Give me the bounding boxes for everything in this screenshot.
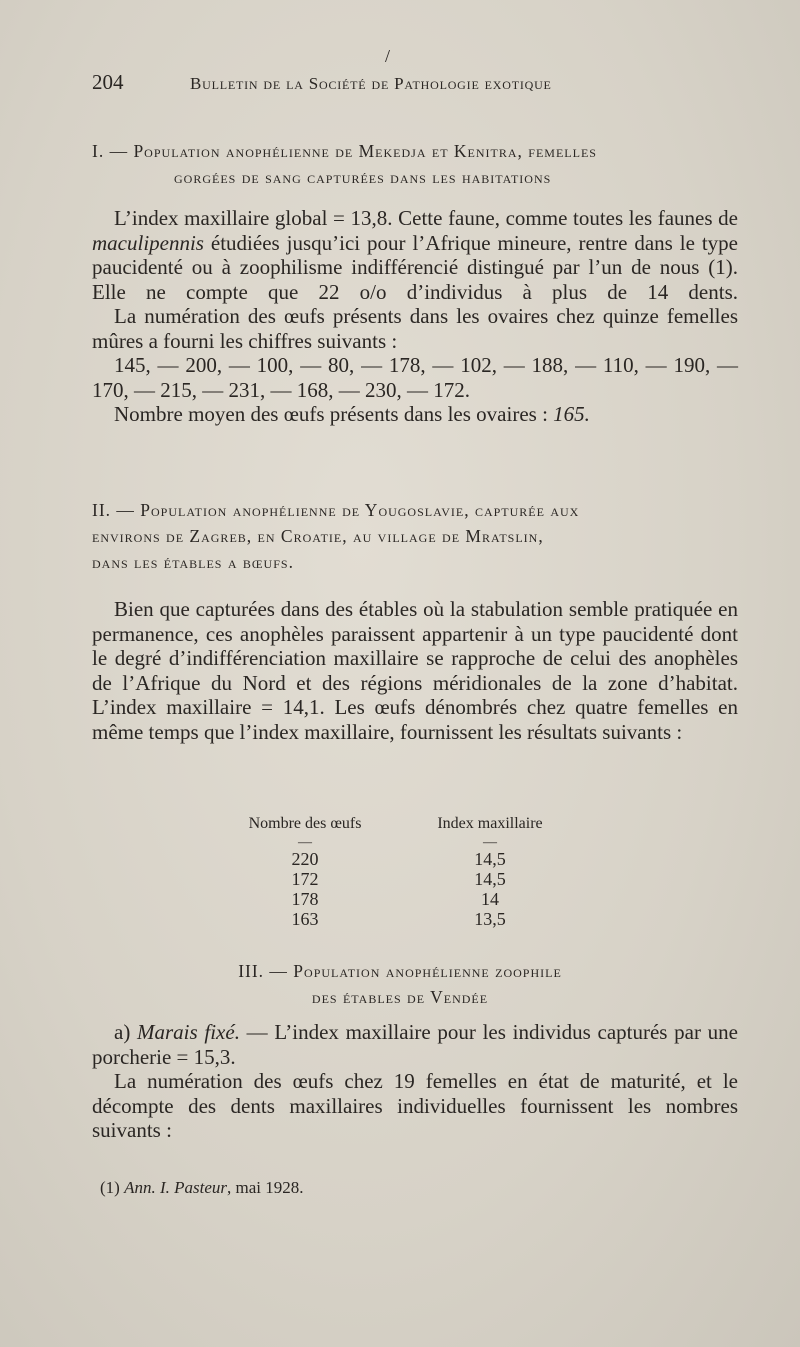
section-3-heading-line1: III. — Population anophélienne zoophile (238, 961, 562, 981)
section-1-paragraph-1: L’index maxillaire global = 13,8. Cette faune, comme toutes les faunes de maculipennis étudiées jusqu’ici pour l’Afrique mineure, rentre dans le type paucidenté ou à zoophilisme indifférencié distingué par l’un de nous (1). Elle ne compte que 22 o/o d’individus à plus de 14 dents. (92, 206, 738, 304)
table-cell-eggs: 172 (291, 869, 319, 889)
table-cell-eggs: 220 (291, 849, 319, 869)
page-number: 204 (92, 70, 124, 94)
section-2-body (92, 597, 738, 744)
table-cell-eggs: 178 (291, 889, 319, 909)
table-header-eggs: Nombre des œufs (248, 815, 362, 832)
section-1-paragraph-2: La numération des œufs présents dans les ovaires chez quinze femelles mûres a fourni les chiffres suivants : (92, 304, 738, 353)
pencil-mark: / (385, 46, 391, 66)
section-2-heading-line3: dans les étables a bœufs. (92, 552, 294, 572)
table-cell-index: 14,5 (474, 869, 506, 889)
footnote: (1) Ann. I. Pasteur, mai 1928. (100, 1178, 304, 1197)
table-cell-index: 13,5 (474, 909, 506, 929)
section-1-heading-line1: I. — Population anophélienne de Mekedja et Kenitra, femelles (92, 141, 597, 161)
section-3-heading-line2: des étables de Vendée (311, 987, 489, 1007)
table-cell-index: 14 (481, 889, 499, 909)
section-2-paragraph-1: Bien que capturées dans des étables où la stabulation semble pratiquée en permanence, ces anophèles paraissent appartenir à un type paucidenté dont le degré d’indifférenciation maxillaire se rapproche de celui des anophèles de l’Afrique du Nord et des régions méridionales de la zone d’habitat. L’index maxillaire = 14,1. Les œufs dénombrés chez quatre femelles en même temps que l’index maxillaire, fournissent les résultats suivants : (92, 597, 738, 744)
section-2-heading (92, 497, 740, 575)
section-1-heading-line2: gorgées de sang capturées dans les habitations (174, 167, 552, 187)
section-3-body (92, 1020, 738, 1143)
section-2-heading-line2: environs de Zagreb, en Croatie, au village de Mratslin, (92, 526, 544, 546)
section-3-heading (100, 958, 700, 1010)
table-dash: — (298, 835, 312, 850)
table-dash: — (483, 835, 497, 850)
running-header (92, 70, 740, 100)
section-3-paragraph-1: a) Marais fixé. — L’index maxillaire pour les individus capturés par une porcherie = 15,3. (92, 1020, 738, 1069)
table-cell-index: 14,5 (474, 849, 506, 869)
section-2-heading-line1: II. — Population anophélienne de Yougoslavie, capturée aux (92, 500, 580, 520)
section-3-paragraph-2: La numération des œufs chez 19 femelles en état de maturité, et le décompte des dents maxillaires individuelles fournissent les nombres suivants : (92, 1069, 738, 1142)
table-cell-eggs: 163 (291, 909, 319, 929)
section-1-body (92, 206, 738, 427)
table-header-index: Index maxillaire (437, 815, 543, 832)
section-1-heading (92, 138, 740, 190)
journal-title: Bulletin de la Société de Pathologie exotique (190, 74, 552, 93)
section-1-mean: Nombre moyen des œufs présents dans les ovaires : 165. (114, 402, 590, 426)
section-1-egg-counts: 145, — 200, — 100, — 80, — 178, — 102, — 188, — 110, — 190, — 170, — 215, — 231, — 168, — 230, — 172. (92, 353, 738, 402)
